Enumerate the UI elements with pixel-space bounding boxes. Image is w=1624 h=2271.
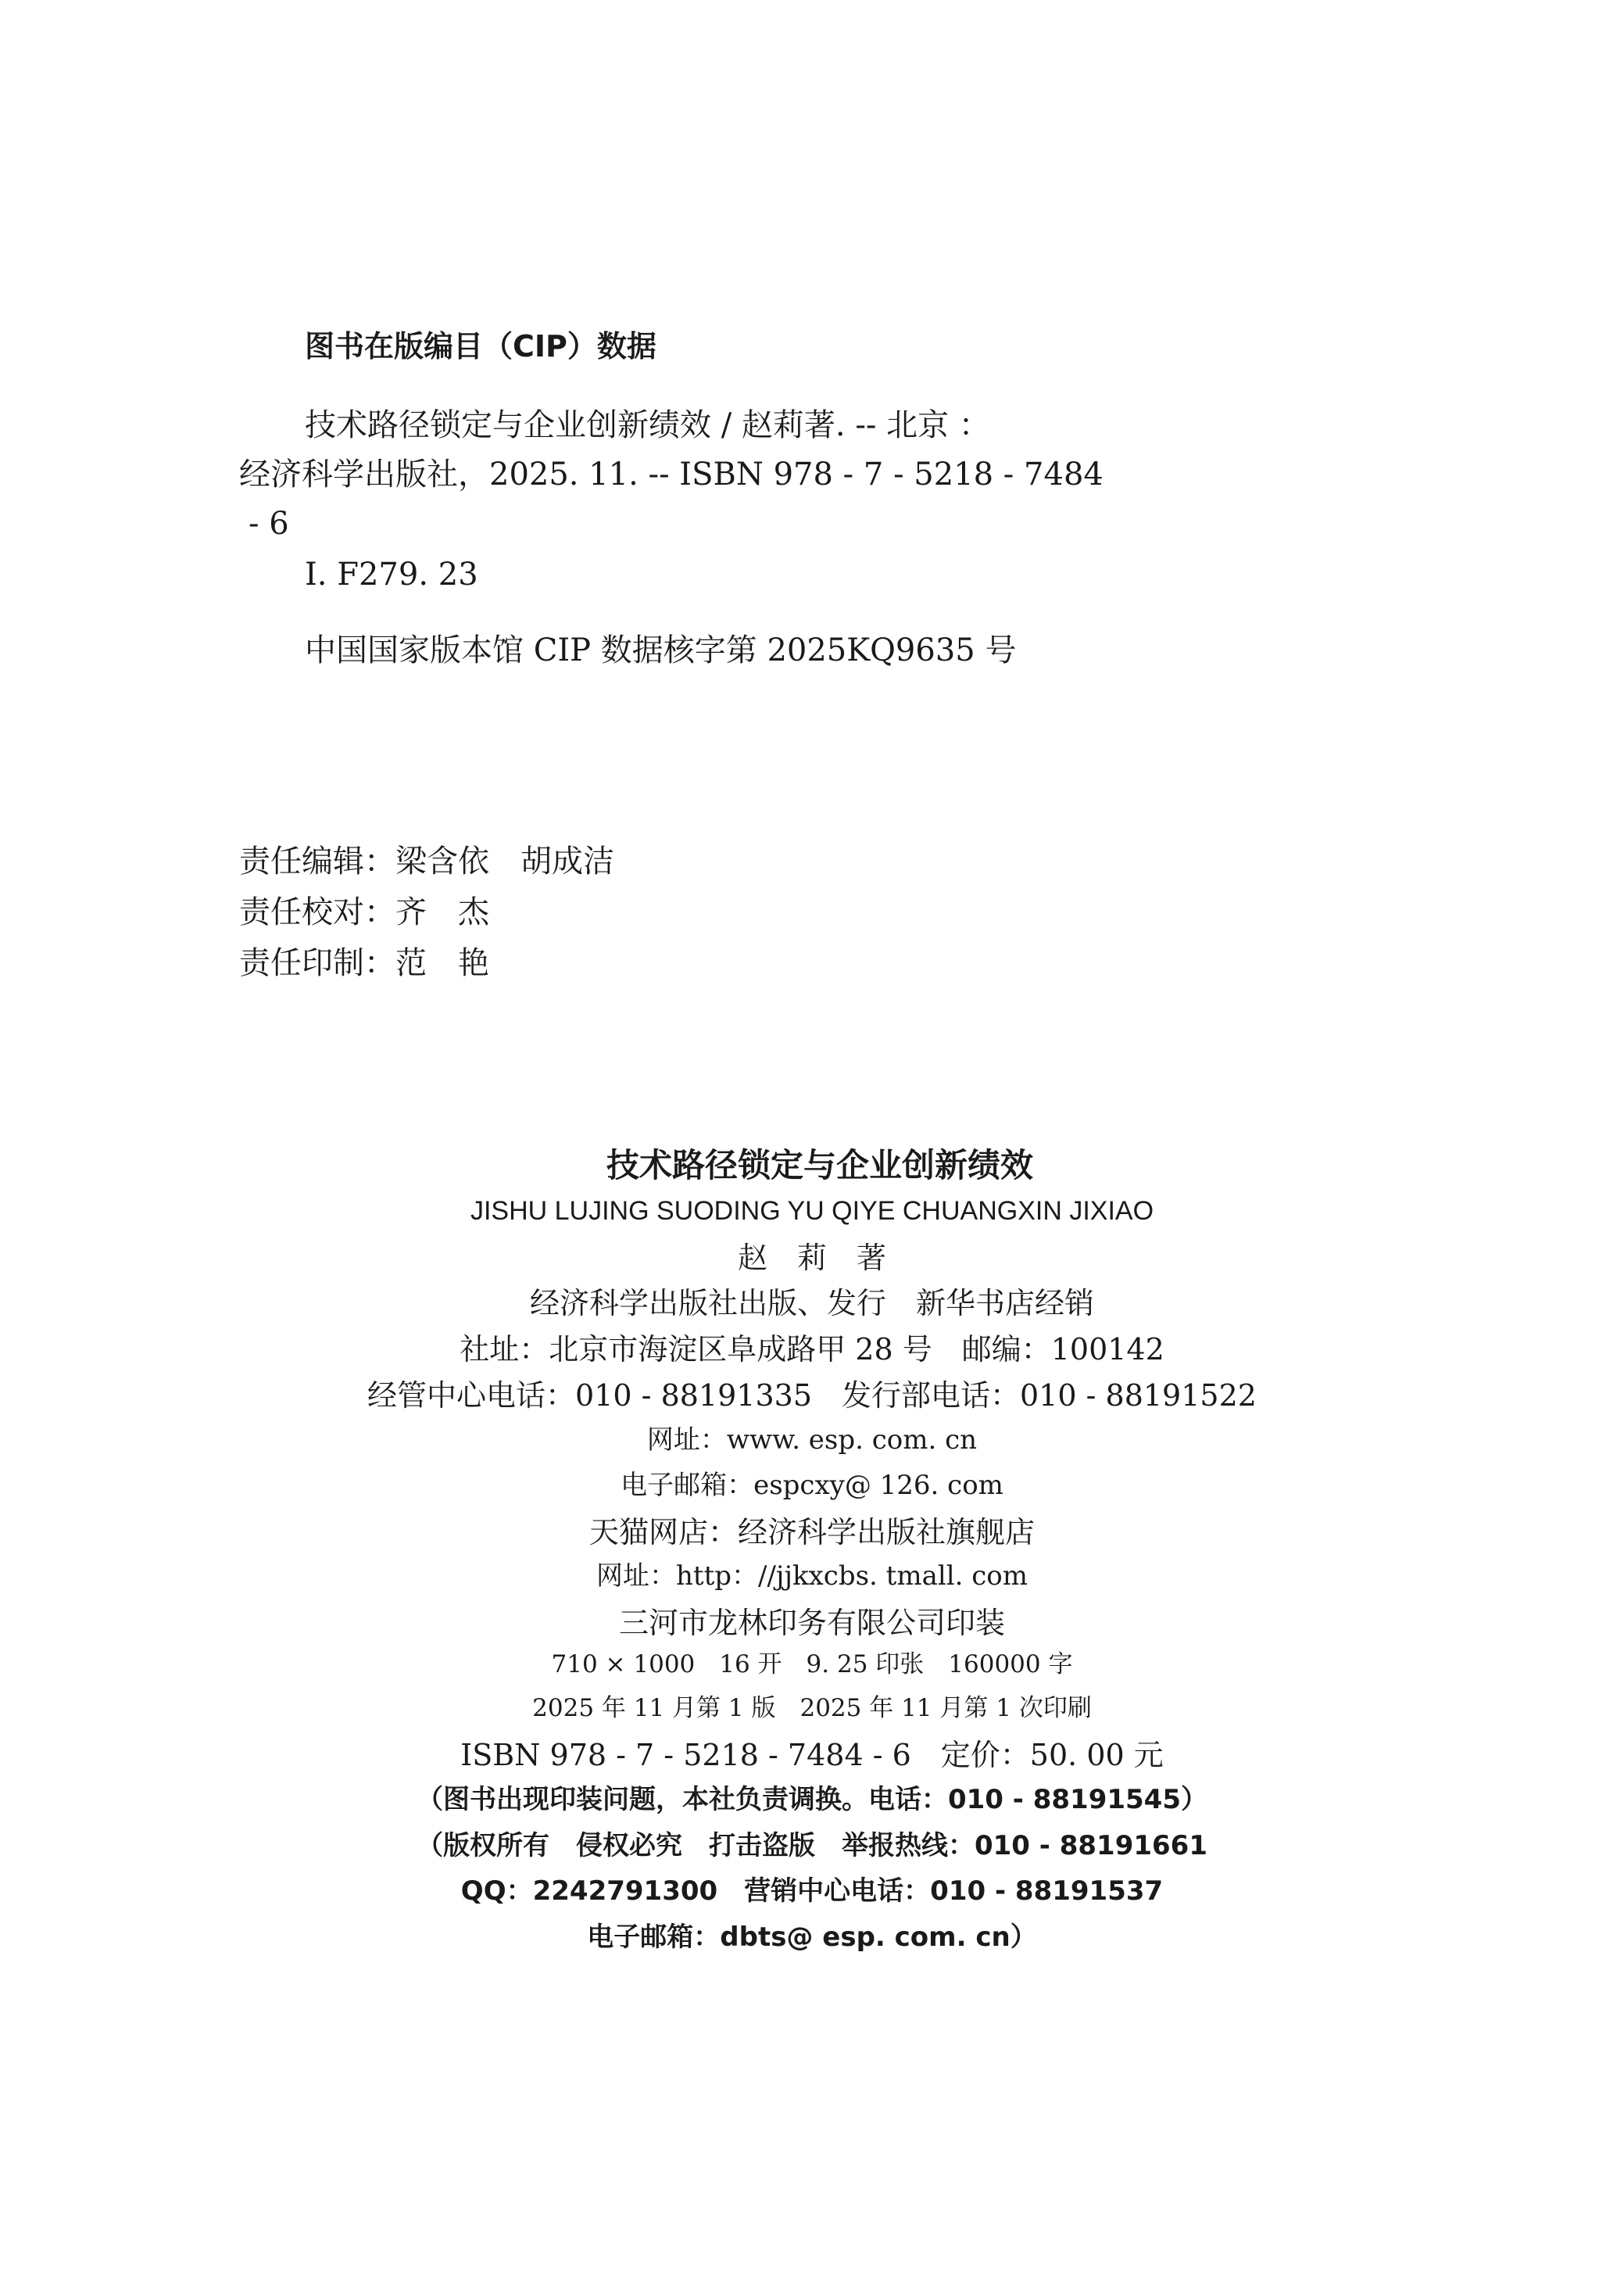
publisher-email: 电子邮箱：espcxy@ 126. com	[621, 1470, 1003, 1501]
notice-email: 电子邮箱：dbts@ esp. com. cn）	[587, 1922, 1037, 1953]
cip-heading: 图书在版编目（CIP）数据	[305, 329, 656, 364]
cip-approval-number: 中国国家版本馆 CIP 数据核字第 2025KQ9635 号	[305, 632, 1017, 668]
book-spec: 710 × 1000 16 开 9. 25 印张 160000 字	[551, 1650, 1073, 1678]
notice-contact: QQ：2242791300 营销中心电话：010 - 88191537	[460, 1875, 1164, 1907]
notice-print-issues: （图书出现印装问题，本社负责调换。电话：010 - 88191545）	[416, 1784, 1207, 1815]
cip-classification: Ⅰ. F279. 23	[305, 557, 478, 593]
printer: 三河市龙林印务有限公司印装	[618, 1606, 1005, 1640]
responsible-proofreader: 责任校对：齐 杰	[239, 894, 489, 930]
responsible-printing: 责任印制：范 艳	[239, 945, 489, 981]
isbn-price: ISBN 978 - 7 - 5218 - 7484 - 6 定价：50. 00 元	[460, 1738, 1164, 1772]
book-title: 技术路径锁定与企业创新绩效	[606, 1146, 1033, 1184]
tmall-url: 网址：http：//jjkxcbs. tmall. com	[596, 1560, 1028, 1592]
publisher-phones: 经管中心电话：010 - 88191335 发行部电话：010 - 88191522	[367, 1378, 1257, 1413]
cip-record-line-2: 经济科学出版社，2025. 11. -- ISBN 978 - 7 - 5218 - 7484	[239, 457, 1104, 493]
publisher-line: 经济科学出版社出版、发行 新华书店经销	[529, 1286, 1094, 1320]
tmall-store: 天猫网店：经济科学出版社旗舰店	[588, 1515, 1035, 1549]
notice-copyright: （版权所有 侵权必究 打击盗版 举报热线：010 - 88191661	[416, 1830, 1207, 1861]
publisher-address: 社址：北京市海淀区阜成路甲 28 号 邮编：100142	[460, 1332, 1164, 1367]
cip-record-line-1: 技术路径锁定与企业创新绩效 / 赵莉著. -- 北京 ：	[305, 407, 990, 443]
book-title-pinyin: JISHU LUJING SUODING YU QIYE CHUANGXIN JIXIAO	[470, 1196, 1154, 1226]
book-author: 赵 莉 著	[737, 1241, 886, 1275]
publisher-website: 网址：www. esp. com. cn	[646, 1424, 978, 1456]
responsible-editors: 责任编辑：梁含依 胡成洁	[239, 844, 614, 879]
cip-record-line-3: - 6	[249, 506, 289, 542]
edition-info: 2025 年 11 月第 1 版 2025 年 11 月第 1 次印刷	[532, 1694, 1092, 1722]
